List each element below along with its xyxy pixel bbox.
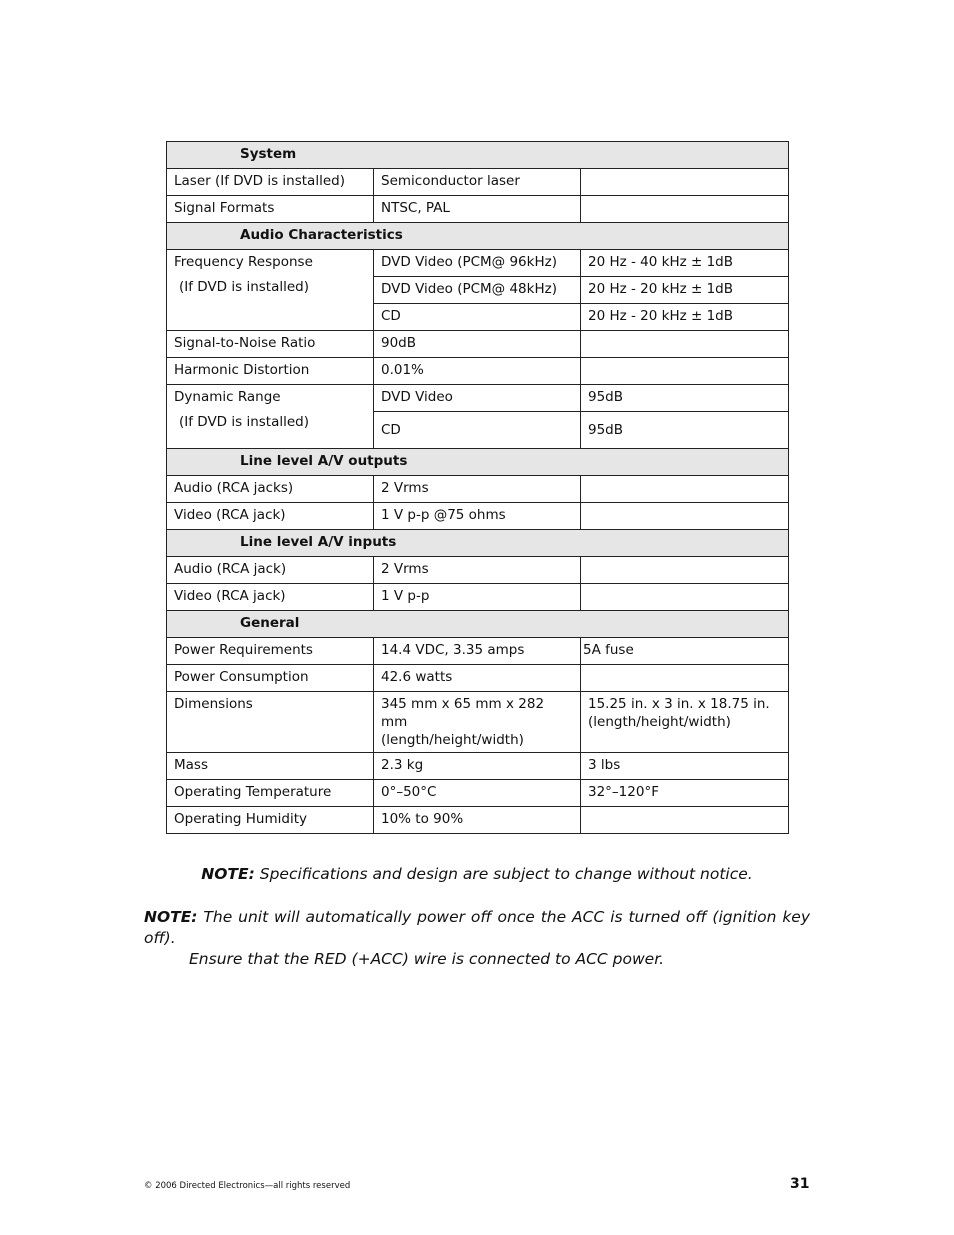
spec-label: Operating Humidity bbox=[167, 807, 374, 834]
section-header-general: General bbox=[167, 611, 789, 638]
spec-extra: 32°–120°F bbox=[581, 780, 789, 807]
spec-value: 0.01% bbox=[374, 358, 581, 385]
spec-value: 90dB bbox=[374, 331, 581, 358]
spec-value: Semiconductor laser bbox=[374, 169, 581, 196]
table-row bbox=[167, 169, 789, 196]
table-row bbox=[167, 692, 789, 753]
spec-label: Dimensions bbox=[167, 692, 374, 753]
table-row bbox=[167, 385, 789, 412]
dimensions-metric-note: (length/height/width) bbox=[381, 732, 524, 748]
spec-label-text: Dynamic Range bbox=[174, 389, 281, 405]
spec-value bbox=[374, 692, 581, 753]
table-row bbox=[167, 584, 789, 611]
spec-label: Video (RCA jack) bbox=[167, 503, 374, 530]
dimensions-metric: 345 mm x 65 mm x 282 mm bbox=[381, 696, 545, 730]
spec-extra bbox=[581, 169, 789, 196]
spec-source: DVD Video (PCM@ 48kHz) bbox=[374, 277, 581, 304]
spec-extra bbox=[581, 476, 789, 503]
spec-extra bbox=[581, 331, 789, 358]
table-row bbox=[167, 807, 789, 834]
section-header-row bbox=[167, 223, 789, 250]
spec-extra bbox=[581, 665, 789, 692]
spec-value: 95dB bbox=[581, 412, 789, 449]
page-number: 31 bbox=[790, 1176, 810, 1192]
spec-source: CD bbox=[374, 412, 581, 449]
spec-value: NTSC, PAL bbox=[374, 196, 581, 223]
table-row bbox=[167, 358, 789, 385]
spec-value: 1 V p-p @75 ohms bbox=[374, 503, 581, 530]
table-row bbox=[167, 196, 789, 223]
spec-label bbox=[167, 385, 374, 449]
spec-extra bbox=[581, 557, 789, 584]
spec-value: 42.6 watts bbox=[374, 665, 581, 692]
section-header-row bbox=[167, 530, 789, 557]
table-row bbox=[167, 476, 789, 503]
spec-extra: 3 lbs bbox=[581, 753, 789, 780]
section-header-av-inputs: Line level A/V inputs bbox=[167, 530, 789, 557]
spec-value: 1 V p-p bbox=[374, 584, 581, 611]
spec-source: DVD Video (PCM@ 96kHz) bbox=[374, 250, 581, 277]
note-line bbox=[144, 907, 810, 949]
spec-source: DVD Video bbox=[374, 385, 581, 412]
table-row bbox=[167, 780, 789, 807]
spec-label: Operating Temperature bbox=[167, 780, 374, 807]
dimensions-imperial: 15.25 in. x 3 in. x 18.75 in. bbox=[588, 696, 770, 712]
spec-source: CD bbox=[374, 304, 581, 331]
footer-copyright: © 2006 Directed Electronics—all rights reserved bbox=[144, 1181, 351, 1191]
spec-value: 20 Hz - 20 kHz ± 1dB bbox=[581, 304, 789, 331]
spec-label: Power Consumption bbox=[167, 665, 374, 692]
table-row bbox=[167, 503, 789, 530]
spec-label-text: Frequency Response bbox=[174, 254, 313, 270]
spec-extra bbox=[581, 584, 789, 611]
section-header-row bbox=[167, 611, 789, 638]
section-header-row bbox=[167, 449, 789, 476]
note-label: NOTE: bbox=[201, 865, 255, 883]
note-text: Specifications and design are subject to change without notice. bbox=[254, 865, 753, 883]
spec-value: 2.3 kg bbox=[374, 753, 581, 780]
note-line: Ensure that the RED (+ACC) wire is connected to ACC power. bbox=[189, 950, 665, 968]
note-text: The unit will automatically power off once the ACC is turned off (ignition key off). bbox=[144, 908, 810, 947]
spec-label: Signal Formats bbox=[167, 196, 374, 223]
spec-extra bbox=[581, 807, 789, 834]
spec-label: Mass bbox=[167, 753, 374, 780]
section-header-system: System bbox=[167, 142, 789, 169]
spec-sublabel: (If DVD is installed) bbox=[179, 279, 309, 295]
spec-value: 14.4 VDC, 3.35 amps bbox=[374, 638, 581, 665]
section-header-av-outputs: Line level A/V outputs bbox=[167, 449, 789, 476]
spec-extra bbox=[581, 358, 789, 385]
table-row bbox=[167, 753, 789, 780]
table-row bbox=[167, 331, 789, 358]
spec-label bbox=[167, 250, 374, 331]
spec-value: 10% to 90% bbox=[374, 807, 581, 834]
note-label: NOTE: bbox=[144, 908, 198, 926]
spec-extra: 5A fuse bbox=[581, 638, 789, 665]
spec-extra bbox=[581, 692, 789, 753]
specifications-table bbox=[166, 141, 789, 834]
spec-label: Audio (RCA jacks) bbox=[167, 476, 374, 503]
spec-value: 20 Hz - 40 kHz ± 1dB bbox=[581, 250, 789, 277]
spec-sublabel: (If DVD is installed) bbox=[179, 414, 309, 430]
spec-value: 20 Hz - 20 kHz ± 1dB bbox=[581, 277, 789, 304]
table-row bbox=[167, 638, 789, 665]
spec-value: 2 Vrms bbox=[374, 557, 581, 584]
dimensions-imperial-note: (length/height/width) bbox=[588, 714, 731, 730]
table-row bbox=[167, 665, 789, 692]
section-header-audio: Audio Characteristics bbox=[167, 223, 789, 250]
spec-value: 95dB bbox=[581, 385, 789, 412]
spec-label: Video (RCA jack) bbox=[167, 584, 374, 611]
table-row bbox=[167, 250, 789, 277]
spec-value: 2 Vrms bbox=[374, 476, 581, 503]
spec-extra bbox=[581, 503, 789, 530]
spec-label: Power Requirements bbox=[167, 638, 374, 665]
spec-label: Harmonic Distortion bbox=[167, 358, 374, 385]
note-specifications bbox=[0, 864, 954, 885]
spec-label: Laser (If DVD is installed) bbox=[167, 169, 374, 196]
spec-label: Audio (RCA jack) bbox=[167, 557, 374, 584]
spec-extra bbox=[581, 196, 789, 223]
table-row bbox=[167, 557, 789, 584]
spec-value: 0°–50°C bbox=[374, 780, 581, 807]
spec-label: Signal-to-Noise Ratio bbox=[167, 331, 374, 358]
note-auto-power-off bbox=[144, 907, 810, 970]
section-header-row bbox=[167, 142, 789, 169]
